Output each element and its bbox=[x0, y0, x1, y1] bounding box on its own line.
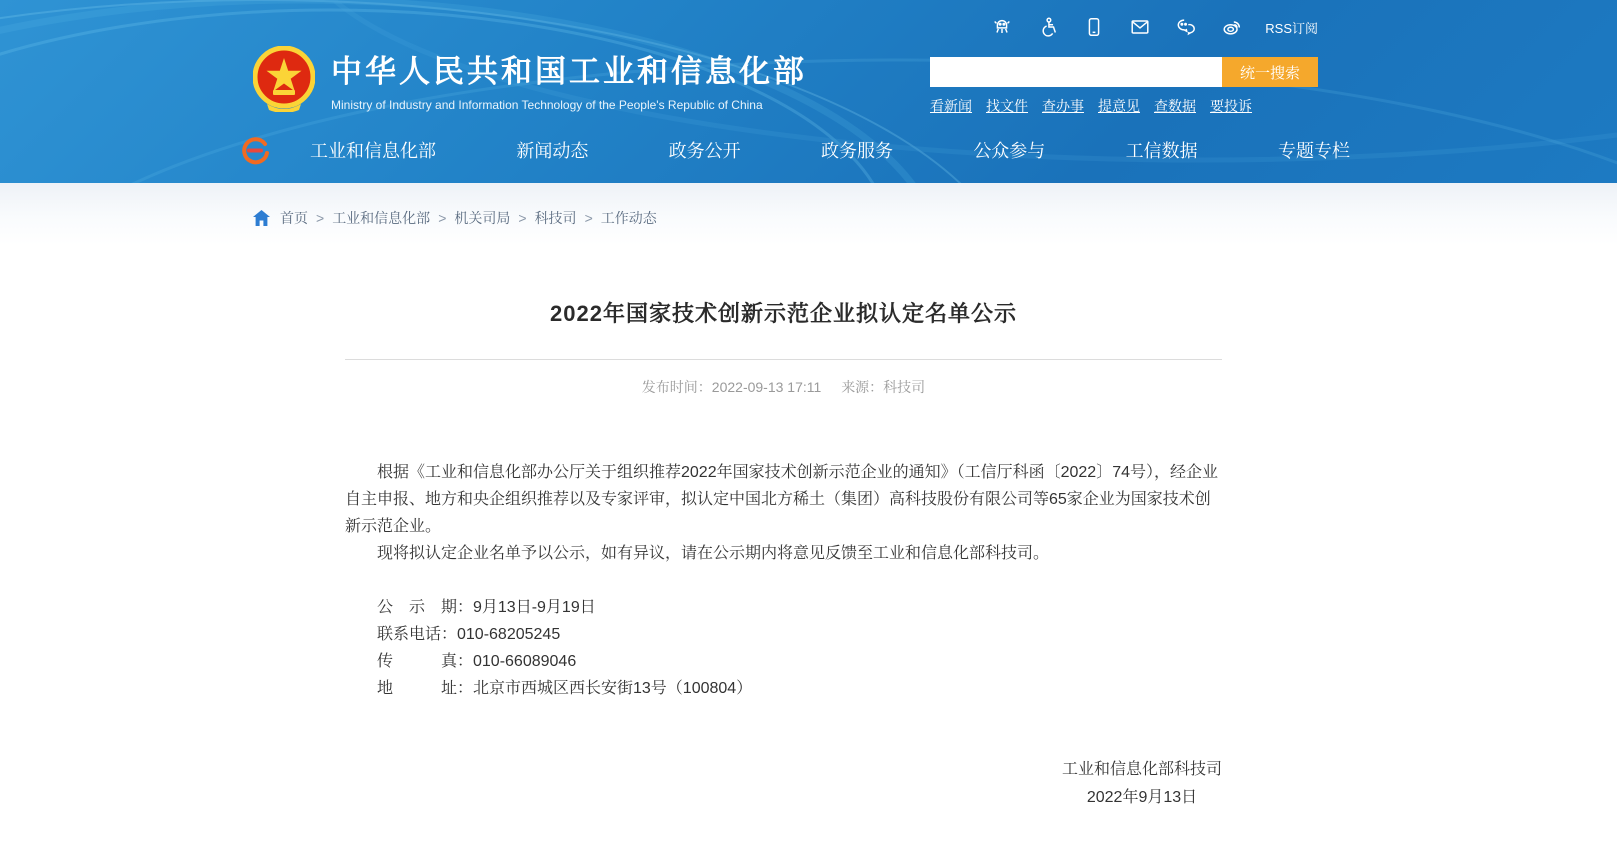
article-body bbox=[345, 459, 1222, 812]
article-source: 来源：科技司 bbox=[841, 379, 926, 395]
quick-link-files[interactable]: 找文件 bbox=[986, 98, 1028, 114]
search-input[interactable] bbox=[930, 57, 1222, 87]
breadcrumb-separator: > bbox=[518, 210, 527, 226]
unified-search-button[interactable]: 统一搜索 bbox=[1222, 57, 1318, 87]
breadcrumb-separator: > bbox=[316, 210, 325, 226]
quick-link-data[interactable]: 查数据 bbox=[1154, 98, 1196, 114]
article bbox=[345, 297, 1222, 812]
site-header bbox=[0, 0, 1617, 183]
site-subtitle: Ministry of Industry and Information Technology of the People's Republic of China bbox=[331, 98, 763, 112]
page-title: 2022年国家技术创新示范企业拟认定名单公示 bbox=[550, 301, 1017, 326]
signature-date: 2022年9月13日 bbox=[1086, 789, 1198, 806]
miit-e-logo-icon bbox=[240, 135, 270, 165]
breadcrumb-miit[interactable]: 工业和信息化部 bbox=[332, 210, 431, 226]
paragraph: 根据《工业和信息化部办公厅关于组织推荐2022年国家技术创新示范企业的通知》（工信厅科函〔2022〕74号），经企业自主申报、地方和央企组织推荐以及专家评审，拟认定中国北方稀土（集团）高科技股份有限公司等65家企业为国家技术创新示范企业。 bbox=[345, 464, 1218, 535]
breadcrumb-home[interactable]: 首页 bbox=[280, 210, 308, 226]
quick-links bbox=[930, 96, 1318, 116]
signature-block bbox=[345, 756, 1222, 812]
rss-subscribe-link[interactable]: RSS订阅 bbox=[1265, 20, 1318, 36]
site-title: 中华人民共和国工业和信息化部 bbox=[331, 54, 807, 89]
publicity-period: 公 示 期：9月13日-9月19日 bbox=[377, 599, 596, 616]
search-area bbox=[930, 57, 1318, 116]
weibo-icon[interactable] bbox=[1219, 14, 1245, 40]
breadcrumb-departments[interactable]: 机关司局 bbox=[454, 210, 511, 226]
quick-link-complaint[interactable]: 要投诉 bbox=[1210, 98, 1252, 114]
breadcrumb-separator: > bbox=[438, 210, 447, 226]
nav-item-miit[interactable]: 工业和信息化部 bbox=[310, 141, 436, 161]
paragraph: 现将拟认定企业名单予以公示，如有异议，请在公示期内将意见反馈至工业和信息化部科技司。 bbox=[377, 545, 1050, 562]
mobile-icon[interactable] bbox=[1081, 14, 1107, 40]
nav-item-public[interactable]: 公众参与 bbox=[973, 141, 1046, 161]
quick-link-news[interactable]: 看新闻 bbox=[930, 98, 972, 114]
publish-time: 发布时间：2022-09-13 17:11 bbox=[641, 379, 822, 395]
breadcrumb bbox=[253, 208, 657, 228]
header-utility-icons bbox=[989, 14, 1318, 40]
breadcrumb-tech-dept[interactable]: 科技司 bbox=[534, 210, 577, 226]
nav-item-gov-service[interactable]: 政务服务 bbox=[820, 141, 893, 161]
home-icon[interactable] bbox=[253, 210, 270, 226]
nav-item-topics[interactable]: 专题专栏 bbox=[1277, 141, 1350, 161]
contact-block bbox=[345, 594, 1222, 702]
title-divider bbox=[345, 359, 1222, 360]
nav-item-news[interactable]: 新闻动态 bbox=[516, 141, 589, 161]
contact-fax: 传 真：010-66089046 bbox=[377, 653, 577, 670]
breadcrumb-work-news[interactable]: 工作动态 bbox=[600, 210, 657, 226]
signature-department: 工业和信息化部科技司 bbox=[1061, 761, 1222, 778]
contact-phone: 联系电话：010-68205245 bbox=[377, 626, 561, 643]
mail-icon[interactable] bbox=[1127, 14, 1153, 40]
breadcrumb-band bbox=[0, 183, 1617, 245]
mascot-icon[interactable] bbox=[989, 14, 1015, 40]
contact-address: 地 址：北京市西城区西长安街13号（100804） bbox=[377, 680, 753, 697]
quick-link-suggest[interactable]: 提意见 bbox=[1098, 98, 1140, 114]
site-brand bbox=[253, 46, 807, 112]
article-meta bbox=[345, 377, 1222, 397]
breadcrumb-separator: > bbox=[584, 210, 593, 226]
main-nav bbox=[240, 128, 1380, 172]
accessibility-icon[interactable] bbox=[1035, 14, 1061, 40]
wechat-icon[interactable] bbox=[1173, 14, 1199, 40]
nav-item-data[interactable]: 工信数据 bbox=[1125, 141, 1198, 161]
quick-link-services[interactable]: 查办事 bbox=[1042, 98, 1084, 114]
national-emblem-logo bbox=[253, 46, 315, 112]
site-title-block bbox=[331, 46, 807, 112]
nav-item-gov-open[interactable]: 政务公开 bbox=[668, 141, 741, 161]
